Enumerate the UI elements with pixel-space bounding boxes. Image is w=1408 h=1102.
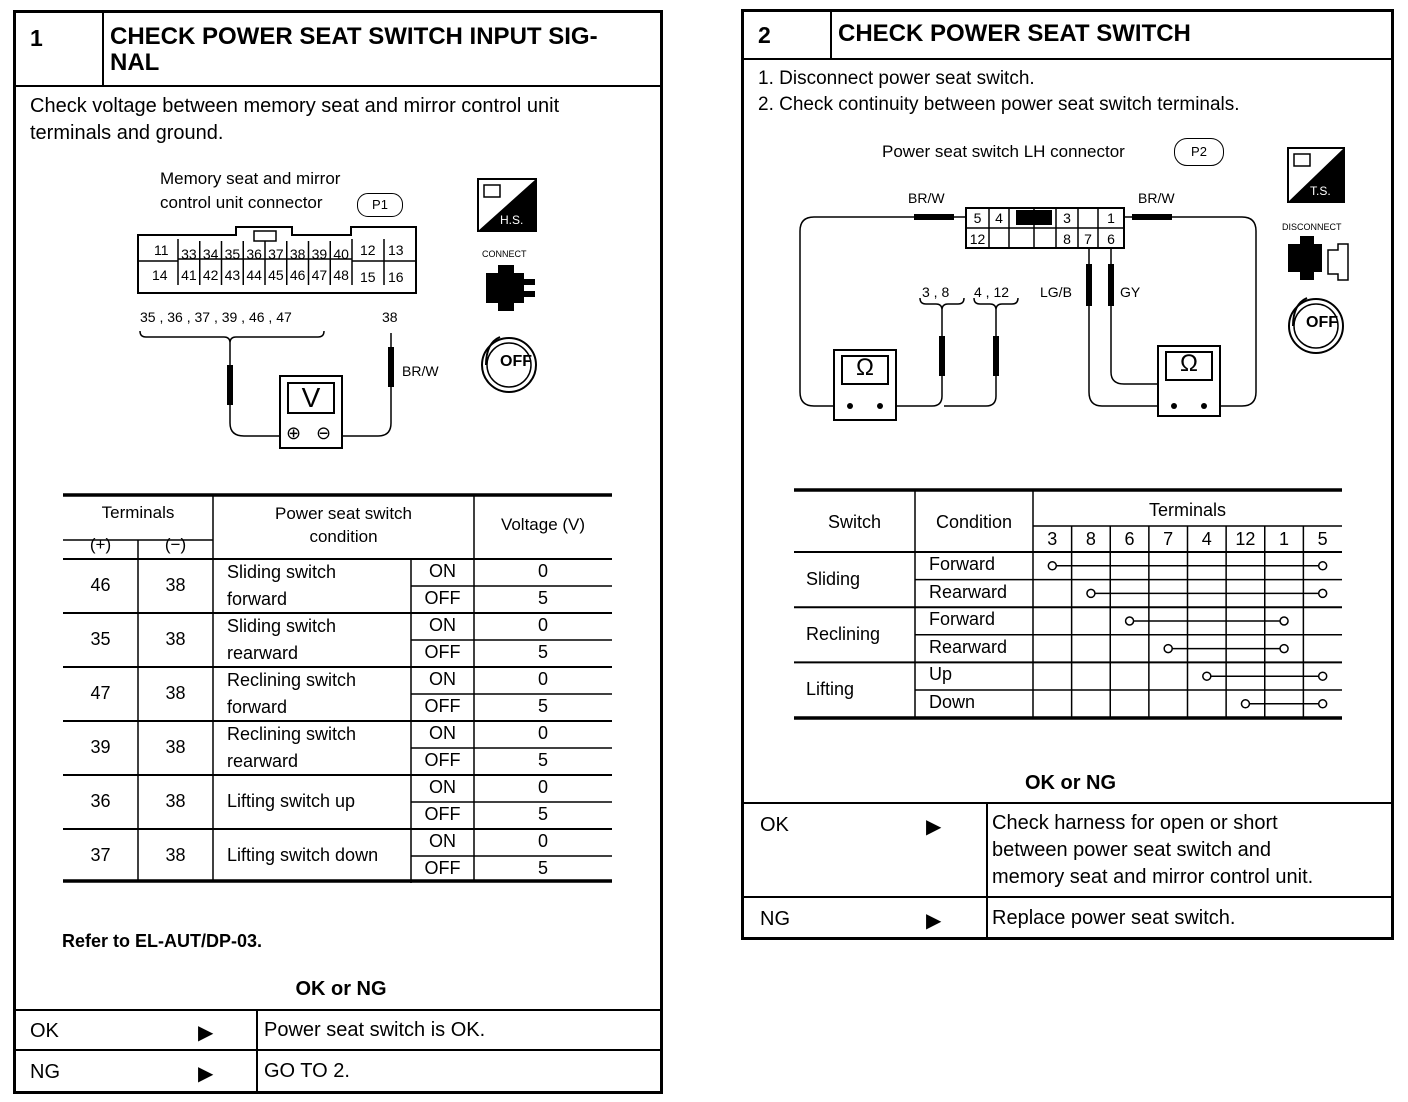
t1-row-2-on: ON <box>429 669 456 689</box>
step-2-ng-key: NG <box>760 908 790 930</box>
t1-row-4-off: OFF <box>424 804 461 824</box>
p2-pin-5: 5 <box>973 210 982 226</box>
t1-row-0-cond-line2: forward <box>227 589 288 609</box>
t1-row-1-on: ON <box>429 615 456 635</box>
pin-33: 33 <box>181 246 197 262</box>
step-1-ok-ng-title: OK or NG <box>295 978 387 1000</box>
t1-header-plus: (+) <box>89 535 112 554</box>
t2-header-condition: Condition <box>935 512 1013 532</box>
t2-col-6: 6 <box>1124 529 1135 549</box>
p2-pin-7: 7 <box>1084 231 1092 247</box>
step-1-number: 1 <box>16 13 104 85</box>
t1-row-5-plus: 37 <box>90 845 111 865</box>
t1-header-minus: (−) <box>164 535 187 554</box>
t1-row-1-minus: 38 <box>165 629 186 649</box>
t1-row-4-v-off: 5 <box>537 804 548 824</box>
t1-row-5-minus: 38 <box>165 845 186 865</box>
p2-pin-4: 4 <box>995 210 1003 226</box>
step-2-ng-row <box>744 896 1391 940</box>
probe-left <box>227 365 233 405</box>
t2-col-1: 1 <box>1279 529 1290 549</box>
step-1-ng-row <box>16 1049 660 1093</box>
p2-pin-6: 6 <box>1107 231 1115 247</box>
pin-34: 34 <box>202 246 219 262</box>
pin-13: 13 <box>388 242 404 258</box>
t1-row-3-minus: 38 <box>165 737 186 757</box>
t1-row-2-off: OFF <box>424 696 461 716</box>
step-2-instruction-1: 1. Disconnect power seat switch. <box>758 68 1035 89</box>
pin-16: 16 <box>388 269 404 285</box>
t2-connection-1-node-1 <box>1319 589 1327 597</box>
step-1-ok-arrow: ▶ <box>198 1022 214 1044</box>
t2-col-7: 7 <box>1163 529 1174 549</box>
t1-row-0-minus: 38 <box>165 575 186 595</box>
off-label: OFF <box>500 353 532 370</box>
wire-left-label: BR/W <box>908 190 945 206</box>
step-1-ok-value: Power seat switch is OK. <box>264 1019 486 1041</box>
t1-row-0-plus: 46 <box>90 575 111 595</box>
t2-connection-3-node-1 <box>1280 645 1288 653</box>
t2-group-1-switch: Reclining <box>806 623 881 644</box>
probe-c-label: LG/B <box>1040 284 1072 300</box>
step-2-ok-value-line3: memory seat and mirror control unit. <box>992 866 1314 888</box>
t1-row-4-plus: 36 <box>90 791 111 811</box>
t1-row-4-v-on: 0 <box>537 777 548 797</box>
step-1-ok-key: OK <box>30 1020 59 1042</box>
step-2-ok-key: OK <box>760 814 789 836</box>
p2-pin-3: 3 <box>1063 210 1071 226</box>
t1-header-terminals: Terminals <box>101 503 175 522</box>
p2-pin-8: 8 <box>1063 231 1071 247</box>
probe-d-label: GY <box>1120 284 1141 300</box>
t1-row-2-minus: 38 <box>165 683 186 703</box>
pin-36: 36 <box>246 246 262 262</box>
t1-row-0-cond-line1: Sliding switch <box>227 562 337 582</box>
t2-connection-0-node-0 <box>1048 562 1056 570</box>
t2-group-2-switch: Lifting <box>806 679 855 699</box>
pin-12: 12 <box>360 242 376 258</box>
step-1-instruction-line1: Check voltage between memory seat and mirror control unit <box>30 95 560 117</box>
pin-43: 43 <box>224 267 241 283</box>
pin-42: 42 <box>202 267 219 283</box>
t1-row-3-plus: 39 <box>90 737 111 757</box>
pin-44: 44 <box>246 267 262 283</box>
t1-row-4-on: ON <box>429 777 456 797</box>
pin-14: 14 <box>152 267 168 283</box>
step-1-panel <box>13 10 663 1094</box>
t2-connection-4-node-1 <box>1319 672 1327 680</box>
t1-row-2-cond-line1: Reclining switch <box>227 670 357 690</box>
ohmmeter-right-symbol: Ω <box>1180 350 1198 377</box>
pin-45: 45 <box>268 267 284 283</box>
t1-row-4-minus: 38 <box>165 791 186 811</box>
t1-row-0-on: ON <box>429 561 456 581</box>
pin-48: 48 <box>333 267 349 283</box>
step-2-ok-value <box>992 810 1313 891</box>
step-1-title-line1: CHECK POWER SEAT SWITCH INPUT SIG- <box>110 23 598 50</box>
connect-label: CONNECT <box>482 249 527 259</box>
step-2-instruction-2: 2. Check continuity between power seat switch terminals. <box>758 94 1240 115</box>
t1-header-voltage: Voltage (V) <box>500 515 586 534</box>
connector-label-line1: Memory seat and mirror <box>160 169 341 188</box>
wire-right-label: BR/W <box>1138 190 1175 206</box>
pin-35: 35 <box>224 246 241 262</box>
step-2-ok-arrow: ▶ <box>926 816 942 838</box>
probe-bracket <box>140 331 324 343</box>
t1-row-2-v-off: 5 <box>537 696 548 716</box>
t2-group-0-cond-0: Forward <box>929 554 996 574</box>
t2-connection-3-node-0 <box>1164 645 1172 653</box>
t2-connection-1-node-0 <box>1087 589 1095 597</box>
t1-row-1-plus: 35 <box>90 629 111 649</box>
t1-row-5-off: OFF <box>424 858 461 878</box>
t1-row-1-v-off: 5 <box>537 642 548 662</box>
t1-row-0-v-off: 5 <box>537 588 548 608</box>
ohmmeter-left-symbol: Ω <box>856 354 874 381</box>
t2-connection-5-node-1 <box>1319 700 1327 708</box>
step-2-number: 2 <box>744 12 832 58</box>
connector-id-badge: P1 <box>357 193 403 217</box>
t1-row-5-on: ON <box>429 831 456 851</box>
t1-row-3-v-on: 0 <box>537 723 548 743</box>
t1-row-1-cond-line2: rearward <box>227 643 299 663</box>
t1-row-1-v-on: 0 <box>537 615 548 635</box>
probe-right-terminal: 38 <box>382 309 398 325</box>
step-2-ok-ng-title: OK or NG <box>1024 772 1117 794</box>
connector-label-line2: control unit connector <box>160 193 323 212</box>
t1-row-3-v-off: 5 <box>537 750 548 770</box>
refer-note: Refer to EL-AUT/DP-03. <box>62 931 263 951</box>
t2-group-0-cond-1: Rearward <box>929 581 1008 602</box>
voltmeter-minus: ⊖ <box>316 423 332 443</box>
disconnect-label: DISCONNECT <box>1282 222 1342 232</box>
pin-40: 40 <box>333 246 349 262</box>
step-2-ok-value-line1: Check harness for open or short <box>992 812 1278 834</box>
step-2-panel <box>741 9 1394 940</box>
t1-header-condition-line2: condition <box>309 527 378 546</box>
t2-col-5: 5 <box>1317 529 1328 549</box>
t1-row-1-off: OFF <box>424 642 461 662</box>
pin-46: 46 <box>289 267 306 283</box>
t2-col-8: 8 <box>1085 529 1096 549</box>
probe-right <box>388 347 394 387</box>
t2-header-switch: Switch <box>827 512 881 532</box>
wire-color-label: BR/W <box>402 363 439 379</box>
connector-latch <box>254 231 276 241</box>
probe-a-label: 3 , 8 <box>922 284 950 300</box>
step-2-title: CHECK POWER SEAT SWITCH <box>838 20 1191 47</box>
probe-left-terminals: 35 , 36 , 37 , 39 , 46 , 47 <box>140 309 292 325</box>
t2-group-2-cond-0: Up <box>929 664 953 685</box>
p2-pin-1: 1 <box>1107 210 1115 226</box>
t1-row-4-cond: Lifting switch up <box>227 791 356 811</box>
t1-row-3-off: OFF <box>424 750 461 770</box>
t2-connection-2-node-1 <box>1280 617 1288 625</box>
pin-41: 41 <box>181 267 197 283</box>
t2-group-2-cond-1: Down <box>929 692 976 712</box>
voltmeter-plus: ⊕ <box>286 423 302 443</box>
ts-icon-label: T.S. <box>1310 184 1331 198</box>
connect-icon <box>486 265 524 311</box>
t2-connection-0-node-1 <box>1319 562 1327 570</box>
step-1-instruction-line2: terminals and ground. <box>30 122 224 144</box>
t1-row-2-plus: 47 <box>90 683 111 703</box>
t2-connection-5-node-0 <box>1241 700 1249 708</box>
t2-group-0-switch: Sliding <box>806 568 861 589</box>
t1-row-5-cond: Lifting switch down <box>227 845 379 865</box>
step-1-ng-arrow: ▶ <box>198 1063 214 1085</box>
t2-group-1-cond-0: Forward <box>929 609 996 630</box>
step-1-ok-row <box>16 1009 660 1051</box>
t1-row-3-on: ON <box>429 723 456 743</box>
step-2-ng-value: Replace power seat switch. <box>992 907 1236 929</box>
t1-row-0-off: OFF <box>424 588 461 608</box>
pin-39: 39 <box>311 246 328 262</box>
voltmeter-symbol: V <box>301 382 321 413</box>
t1-row-2-v-on: 0 <box>537 669 548 689</box>
t1-row-5-v-on: 0 <box>537 831 548 851</box>
pin-11: 11 <box>154 242 169 258</box>
hs-icon-label: H.S. <box>500 213 524 227</box>
step-2-ok-value-line2: between power seat switch and <box>992 839 1272 861</box>
step-2-connector-id-badge: P2 <box>1174 138 1224 166</box>
step-1-ng-key: NG <box>30 1061 60 1083</box>
t1-row-2-cond-line2: forward <box>227 697 288 717</box>
t2-col-3: 3 <box>1047 529 1058 549</box>
step-2-connector-label: Power seat switch LH connector <box>882 142 1125 161</box>
t2-connection-4-node-0 <box>1203 672 1211 680</box>
disconnect-icon <box>1288 236 1322 280</box>
pin-37: 37 <box>268 246 284 262</box>
t2-group-1-cond-1: Rearward <box>929 636 1008 657</box>
step-2-ok-row <box>744 802 1391 898</box>
t1-row-1-cond-line1: Sliding switch <box>227 616 337 636</box>
t1-row-0-v-on: 0 <box>537 561 548 581</box>
t1-row-5-v-off: 5 <box>537 858 548 878</box>
probe-b-label: 4 , 12 <box>974 284 1010 300</box>
t1-row-3-cond-line2: rearward <box>227 751 299 771</box>
t1-row-3-cond-line1: Reclining switch <box>227 724 357 744</box>
pin-38: 38 <box>289 246 306 262</box>
pin-15: 15 <box>360 269 376 285</box>
t2-header-terminals: Terminals <box>1148 500 1227 520</box>
pin-47: 47 <box>311 267 328 283</box>
t1-header-condition-line1: Power seat switch <box>275 504 412 523</box>
step-2-off-label: OFF <box>1306 314 1338 331</box>
p2-pin-12: 12 <box>969 231 986 247</box>
t2-connection-2-node-0 <box>1126 617 1134 625</box>
step-1-title-line2: NAL <box>110 49 160 76</box>
t2-col-12: 12 <box>1235 529 1256 549</box>
step-1-ng-value: GO TO 2. <box>264 1060 350 1082</box>
step-2-ng-arrow: ▶ <box>926 910 942 932</box>
t2-col-4: 4 <box>1201 529 1212 549</box>
